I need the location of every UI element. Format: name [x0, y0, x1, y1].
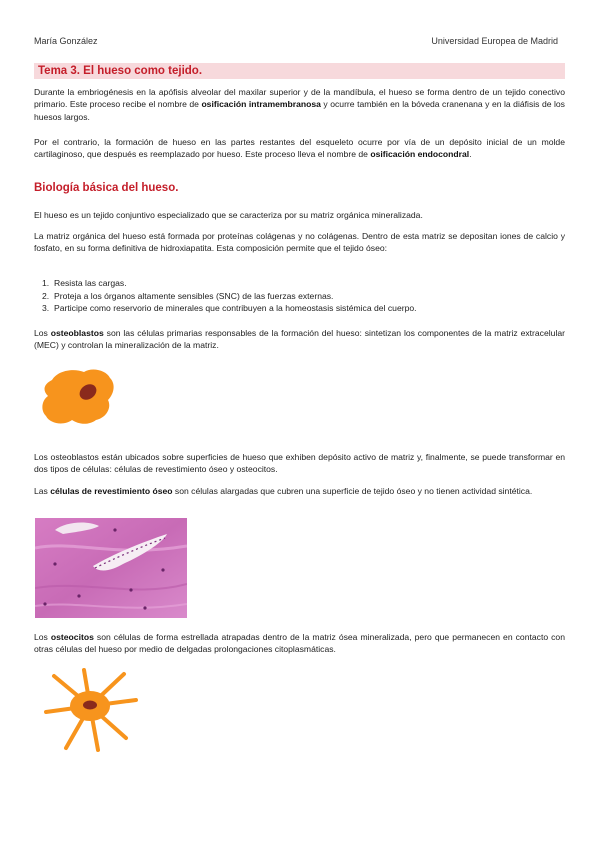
text: Las — [34, 486, 51, 496]
paragraph-revestimiento — [34, 485, 565, 497]
list-number: 2. — [42, 290, 50, 301]
osteocyte-nucleus — [83, 701, 97, 710]
osteocyte-lacuna — [143, 606, 146, 609]
text: y ocurre también en la bóveda cranenana y en la diáfisis de los huesos largos. — [34, 99, 565, 122]
osteocyte-lacuna — [129, 588, 132, 591]
osteocyte-lacuna — [161, 568, 164, 571]
bold-term: células de revestimiento óseo — [50, 486, 173, 496]
paragraph-matriz: La matriz orgánica del hueso está formada por proteínas colágenas y no colágenas. Dentro de esta matriz se depositan iones de calcio y fosfato, en su forma definitiva de hidroxiapatita. Esta composición permite que el tejido óseo: — [34, 231, 565, 254]
text: Los — [34, 328, 51, 338]
text: Durante la embriogénesis en la apófisis alveolar del maxilar superior y de la mandíbula, el hueso se forma dentro de un tejido conectivo primario. Este proceso recibe el nombre de — [34, 87, 565, 110]
bold-term: osificación intramembranosa — [201, 99, 321, 110]
text: son células alargadas que cubren una superficie de tejido óseo y no tienen actividad sintética. — [172, 486, 533, 496]
osteocyte-lacuna — [53, 562, 56, 565]
histology-micrograph-image — [35, 518, 187, 618]
paragraph-ubicacion: Los osteoblastos están ubicados sobre superficies de hueso que exhiben depósito activo de matriz y, finalmente, se puede transformar en dos tipos de células: células de revestimiento óseo y osteocitos. — [34, 452, 565, 475]
paragraph-osteoblastos — [34, 327, 565, 352]
text: son las células primarias responsables de la formación del hueso: sintetizan los componentes de la matriz extracelular (MEC) y controlan la mineralización de la matriz. — [34, 328, 565, 351]
osteocyte-illustration — [40, 666, 140, 754]
osteoblast-illustration — [40, 366, 118, 428]
properties-list — [34, 277, 554, 315]
list-text: Proteja a los órganos altamente sensibles (SNC) de las fuerzas externas. — [54, 290, 334, 301]
list-item — [34, 290, 554, 303]
text: Por el contrario, la formación de hueso en las partes restantes del esqueleto ocurre por vía de un depósito inicial de un molde cartilaginoso, que después es reemplazado por hueso. Este proceso lleva el nombre de — [34, 137, 565, 160]
text: . — [469, 149, 472, 160]
paragraph-endocondral — [34, 136, 565, 161]
list-text: Participe como reservorio de minerales que contribuyen a la homeostasis sistémica del cuerpo. — [54, 303, 417, 314]
list-number: 1. — [42, 278, 50, 288]
osteocyte-lacuna — [113, 528, 116, 531]
list-item — [34, 277, 554, 290]
bold-term: osteocitos — [50, 632, 94, 642]
list-number: 3. — [42, 303, 50, 314]
header-institution: Universidad Europea de Madrid — [431, 36, 558, 46]
bold-term: osteoblastos — [50, 328, 104, 338]
list-text: Resista las cargas. — [54, 278, 127, 288]
osteoblast-cell-body — [42, 370, 113, 424]
text: Los — [34, 632, 51, 642]
list-item — [34, 302, 554, 315]
paragraph-intramembranosa — [34, 86, 565, 123]
header-author: María González — [34, 36, 98, 46]
paragraph-osteocitos — [34, 631, 565, 656]
text: son células de forma estrellada atrapadas dentro de la matriz ósea mineralizada, pero que permanecen en contacto con otras células del hueso por medio de delgadas prolongaciones citoplasmáticas. — [34, 632, 565, 655]
osteocyte-lacuna — [77, 594, 80, 597]
bold-term: osificación endocondral — [370, 149, 470, 160]
section-title: Tema 3. El hueso como tejido. — [38, 65, 203, 77]
paragraph-definicion: El hueso es un tejido conjuntivo especializado que se caracteriza por su matriz orgánica mineralizada. — [34, 210, 423, 220]
osteocyte-lacuna — [43, 602, 46, 605]
subsection-title: Biología básica del hueso. — [34, 182, 179, 194]
